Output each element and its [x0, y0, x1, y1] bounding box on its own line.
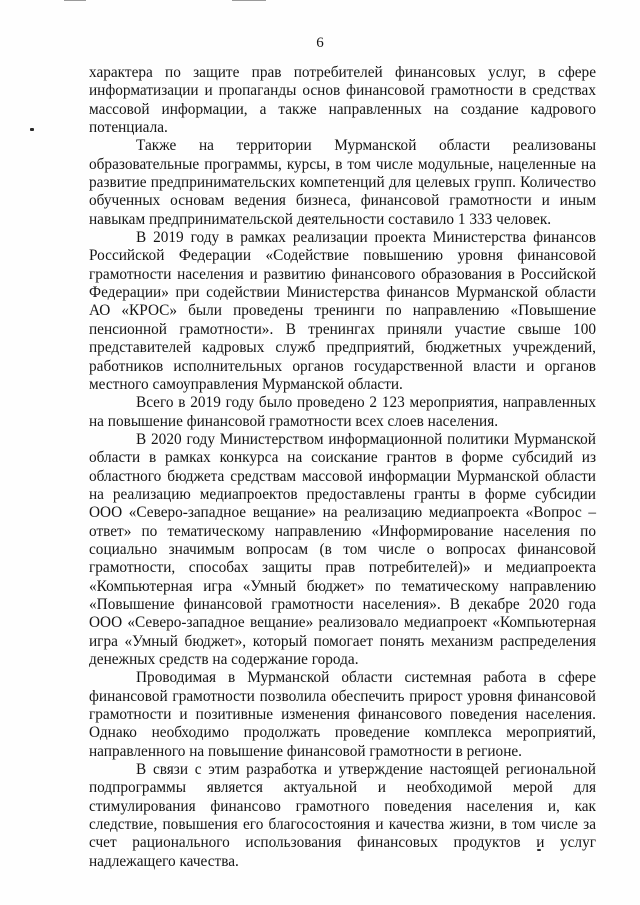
paragraph: Проводимая в Мурманской области системная работа в сфере финансовой грамотности позволила обеспечить прирост уровня финансовой грамотности и позитивные изменения финансового поведения населения. Однако необходимо продолжать проведение комплекса мероприятий, направленного на повышение финансовой грамотности в регионе.: [89, 669, 596, 760]
paragraph: В связи с этим разработка и утверждение настоящей региональной подпрограммы является актуальной и необходимой мерой для стимулирования финансово грамотного поведения населения и, как следствие, повышения его благосостояния и качества жизни, в том числе за счет рационального использования финансовых продуктов и услуг надлежащего качества.: [89, 761, 596, 870]
paragraph-continuation: характера по защите прав потребителей финансовых услуг, в сфере информатизации и пропаганды основ финансовой грамотности в средствах массовой информации, а также направленных на создание кадрового потенциала.: [89, 64, 596, 137]
scan-artifact-line: [232, 0, 266, 1]
paragraph: Всего в 2019 году было проведено 2 123 мероприятия, направленных на повышение финансовой грамотности всех слоев населения.: [89, 394, 596, 430]
document-body: [89, 64, 596, 871]
scan-artifact-dot: [30, 128, 34, 131]
scan-artifact-line: [64, 0, 86, 1]
paragraph: В 2020 году Министерством информационной политики Мурманской области в рамках конкурса на соискание грантов в форме субсидий из областного бюджета средствам массовой информации Мурманской области на реализацию медиапроектов предоставлены гранты в форме субсидии ООО «Северо-западное вещание» на реализацию медиапроекта «Вопрос – ответ» по тематическому направлению «Информирование населения по социально значимым вопросам (в том числе о вопросах финансовой грамотности, способах защиты прав потребителей)» и медиапроекта «Компьютерная игра «Умный бюджет» по тематическому направлению «Повышение финансовой грамотности населения». В декабре 2020 года ООО «Северо-западное вещание» реализовало медиапроект «Компьютерная игра «Умный бюджет», который помогает понять механизм распределения денежных средств на содержание города.: [89, 430, 596, 668]
paragraph: Также на территории Мурманской области реализованы образовательные программы, курсы, в том числе модульные, нацеленные на развитие предпринимательских компетенций для целевых групп. Количество обученных основам ведения бизнеса, финансовой грамотности и иным навыкам предпринимательской деятельности составило 1 333 человек.: [89, 137, 596, 228]
page-number: 6: [316, 35, 324, 51]
paragraph: В 2019 году в рамках реализации проекта Министерства финансов Российской Федерации «Содействие повышению уровня финансовой грамотности населения и развитию финансового образования в Российской Федерации» при содействии Министерства финансов Мурманской области АО «КРОС» были проведены тренинги по направлению «Повышение пенсионной грамотности». В тренингах приняли участие свыше 100 представителей кадровых служб предприятий, бюджетных учреждений, работников исполнительных органов государственной власти и органов местного самоуправления Мурманской области.: [89, 229, 596, 393]
